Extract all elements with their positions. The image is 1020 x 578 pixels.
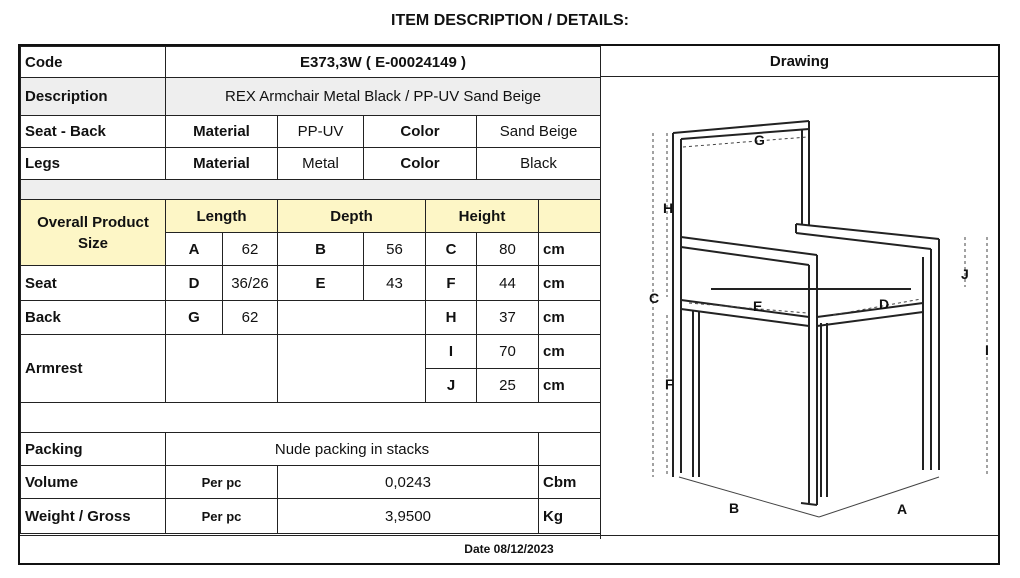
value-d: 36/26 (223, 266, 278, 301)
letter-d: D (166, 266, 223, 301)
letter-h: H (426, 301, 477, 335)
chair-drawing (601, 77, 997, 537)
back-row (21, 301, 601, 335)
spec-table (20, 46, 601, 534)
seat-label: Seat (21, 266, 166, 301)
depth-header: Depth (278, 200, 426, 233)
seat-back-color-label: Color (364, 116, 477, 148)
date-footer: Date 08/12/2023 (20, 535, 998, 563)
description-value: REX Armchair Metal Black / PP-UV Sand Beige (166, 78, 601, 116)
spacer-row (21, 180, 601, 200)
letter-b: B (278, 233, 364, 266)
code-value: E373,3W ( E-00024149 ) (166, 47, 601, 78)
seat-back-row (21, 116, 601, 148)
description-label: Description (21, 78, 166, 116)
letter-c: C (426, 233, 477, 266)
drawing-label-a: A (897, 501, 908, 517)
drawing-label-g: G (754, 132, 765, 148)
drawing-label-i: I (985, 342, 989, 358)
volume-value: 0,0243 (278, 466, 539, 499)
packing-value: Nude packing in stacks (166, 433, 539, 466)
volume-label: Volume (21, 466, 166, 499)
letter-g: G (166, 301, 223, 335)
packing-row (21, 433, 601, 466)
legs-material-label: Material (166, 148, 278, 180)
armrest-row-1 (21, 335, 601, 369)
seat-back-material: PP-UV (278, 116, 364, 148)
value-g: 62 (223, 301, 278, 335)
drawing-area (600, 77, 998, 539)
height-header: Height (426, 200, 539, 233)
length-header: Length (166, 200, 278, 233)
spacer-row-2 (21, 403, 601, 433)
armrest-label: Armrest (21, 335, 166, 403)
weight-row (21, 499, 601, 534)
overall-size-label: Overall Product Size (21, 200, 166, 266)
description-row (21, 78, 601, 116)
value-h: 37 (477, 301, 539, 335)
unit-overall: cm (539, 233, 601, 266)
legs-color: Black (477, 148, 601, 180)
legs-color-label: Color (364, 148, 477, 180)
weight-label: Weight / Gross (21, 499, 166, 534)
letter-a: A (166, 233, 223, 266)
value-i: 70 (477, 335, 539, 369)
volume-row (21, 466, 601, 499)
letter-f: F (426, 266, 477, 301)
dims-header-row (21, 200, 601, 233)
packing-label: Packing (21, 433, 166, 466)
drawing-label-j: J (961, 266, 969, 282)
value-j: 25 (477, 369, 539, 403)
volume-per: Per pc (166, 466, 278, 499)
unit-armrest-i: cm (539, 335, 601, 369)
seat-back-color: Sand Beige (477, 116, 601, 148)
seat-back-label: Seat - Back (21, 116, 166, 148)
drawing-label-f: F (665, 376, 674, 392)
letter-i: I (426, 335, 477, 369)
letter-e: E (278, 266, 364, 301)
unit-seat: cm (539, 266, 601, 301)
unit-armrest-j: cm (539, 369, 601, 403)
letter-j: J (426, 369, 477, 403)
seat-back-material-label: Material (166, 116, 278, 148)
drawing-label-c: C (649, 290, 660, 306)
value-b: 56 (364, 233, 426, 266)
drawing-header: Drawing (600, 46, 998, 77)
legs-material: Metal (278, 148, 364, 180)
drawing-label-d: D (879, 296, 890, 312)
back-label: Back (21, 301, 166, 335)
unit-back: cm (539, 301, 601, 335)
page-title: ITEM DESCRIPTION / DETAILS: (391, 12, 629, 29)
weight-per: Per pc (166, 499, 278, 534)
value-a: 62 (223, 233, 278, 266)
seat-row (21, 266, 601, 301)
legs-row (21, 148, 601, 180)
drawing-label-b: B (729, 500, 740, 516)
drawing-label-e: E (753, 298, 763, 314)
weight-unit: Kg (539, 499, 601, 534)
code-row (21, 47, 601, 78)
code-label: Code (21, 47, 166, 78)
value-c: 80 (477, 233, 539, 266)
spec-sheet (18, 44, 1000, 565)
legs-label: Legs (21, 148, 166, 180)
drawing-label-h: H (663, 200, 674, 216)
volume-unit: Cbm (539, 466, 601, 499)
value-e: 43 (364, 266, 426, 301)
weight-value: 3,9500 (278, 499, 539, 534)
value-f: 44 (477, 266, 539, 301)
